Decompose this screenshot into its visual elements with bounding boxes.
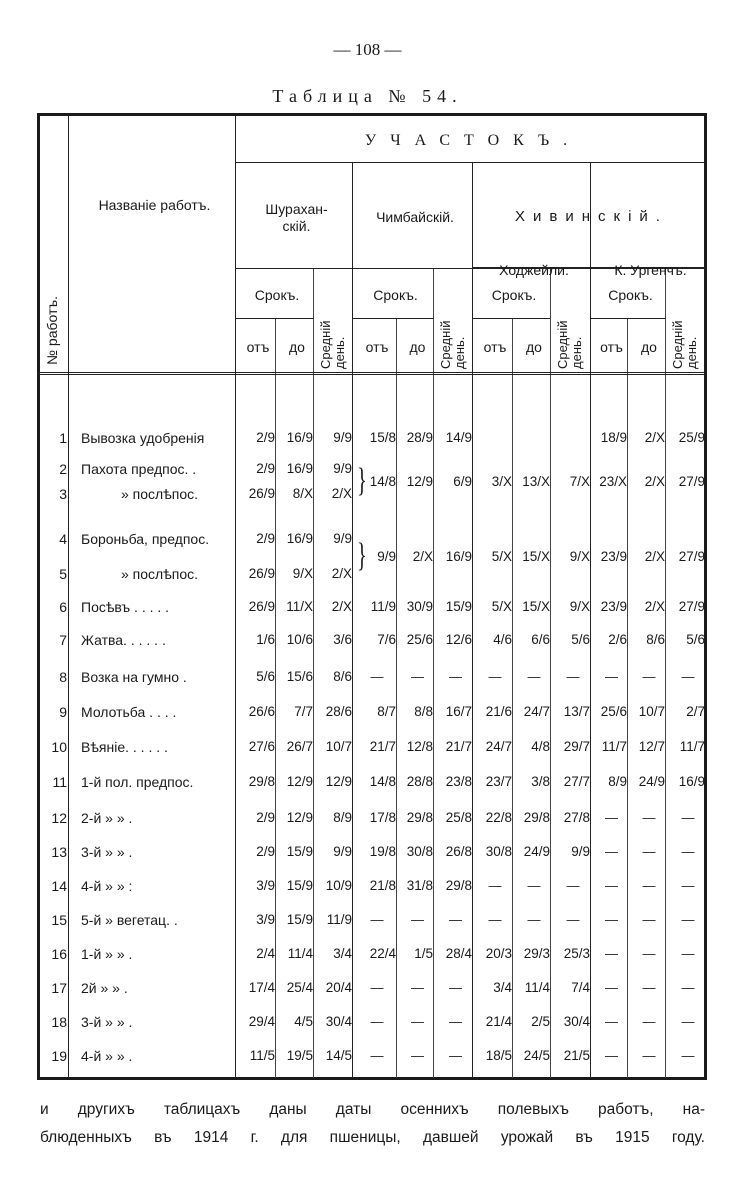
date-shurakhan: 9/9: [333, 531, 352, 546]
header-work-number: № работъ.: [44, 295, 60, 365]
date-shurakhan: 9/9: [333, 461, 352, 476]
date-chimbay: 30/9: [406, 599, 433, 614]
header-ot: отъ: [365, 339, 389, 356]
date-shurakhan: 12/9: [286, 810, 313, 825]
date-k-urgench: 23/9: [600, 548, 627, 564]
data-table: [37, 113, 707, 1080]
date-shurakhan: 2/9: [256, 810, 275, 825]
row-number: 12: [51, 810, 67, 826]
empty-dash: —: [605, 669, 618, 684]
date-khodzheyli: 23/7: [485, 774, 512, 789]
row-name: Пахота предпос. .: [81, 461, 197, 477]
empty-dash: —: [370, 669, 384, 684]
empty-dash: —: [605, 946, 618, 961]
date-chimbay: 9/9: [377, 548, 396, 564]
date-shurakhan: 2/X: [331, 599, 352, 614]
date-shurakhan: 26/6: [248, 704, 275, 719]
date-shurakhan: 9/9: [333, 430, 352, 445]
date-khodzheyli: 30/8: [485, 844, 512, 859]
date-shurakhan: 10/7: [325, 739, 352, 754]
row-name: 4-й » » :: [81, 878, 133, 894]
date-k-urgench: 23/X: [599, 473, 627, 489]
date-shurakhan: 29/4: [248, 1014, 275, 1029]
row-number: 7: [59, 632, 67, 648]
date-chimbay: 25/8: [445, 810, 472, 825]
header-ot: отъ: [600, 339, 623, 356]
row-number: 2: [59, 461, 67, 477]
date-chimbay: 12/9: [406, 473, 433, 489]
date-k-urgench: 8/9: [608, 774, 627, 789]
row-name: Вѣяніе. . . . . .: [81, 739, 168, 755]
date-khodzheyli: 13/7: [563, 704, 590, 719]
date-shurakhan: 11/4: [287, 946, 313, 961]
date-shurakhan: 7/7: [294, 704, 313, 719]
empty-dash: —: [411, 912, 424, 927]
date-khodzheyli: 21/4: [485, 1014, 512, 1029]
date-khodzheyli: 4/8: [531, 739, 550, 754]
date-k-urgench: 12/7: [638, 739, 665, 754]
date-chimbay: 23/8: [445, 774, 472, 789]
row-number: 8: [59, 669, 67, 685]
date-khodzheyli: 29/8: [523, 810, 550, 825]
row-name: Возка на гумно .: [81, 669, 187, 685]
date-chimbay: 21/7: [445, 739, 472, 754]
empty-dash: —: [642, 1048, 656, 1063]
header-srok: Срокъ.: [608, 287, 653, 304]
date-chimbay: 21/8: [369, 878, 396, 893]
date-k-urgench: 23/9: [600, 599, 627, 614]
grid-line: [396, 318, 397, 1078]
date-shurakhan: 16/9: [286, 461, 313, 476]
row-number: 15: [51, 912, 67, 928]
row-name: Молотьба . . . .: [81, 704, 177, 720]
date-k-urgench: 2/7: [686, 704, 705, 719]
empty-dash: —: [642, 946, 656, 961]
date-k-urgench: 8/6: [646, 632, 665, 647]
brace-bracket: }: [357, 461, 367, 499]
date-khodzheyli: 6/6: [531, 632, 550, 647]
empty-dash: —: [605, 844, 618, 859]
empty-dash: —: [566, 912, 580, 927]
date-khodzheyli: 3/X: [491, 473, 512, 489]
header-sredniy-den: Средній день.: [555, 320, 584, 369]
empty-dash: —: [370, 912, 384, 927]
header-do: до: [409, 339, 426, 356]
header-k-urgench: К. Ургенчъ.: [614, 261, 687, 278]
date-shurakhan: 15/9: [286, 844, 313, 859]
date-k-urgench: 2/X: [644, 430, 665, 445]
date-khodzheyli: 2/5: [531, 1014, 550, 1029]
empty-dash: —: [681, 844, 695, 859]
date-k-urgench: 2/6: [608, 632, 627, 647]
date-shurakhan: 5/6: [256, 669, 275, 684]
empty-dash: —: [449, 669, 462, 684]
empty-dash: —: [642, 669, 656, 684]
date-chimbay: 12/8: [406, 739, 433, 754]
empty-dash: —: [642, 810, 656, 825]
date-k-urgench: 2/X: [644, 548, 665, 564]
footer-line-2: блюденныхъ въ 1914 г. для пшеницы, давшей урожай въ 1915 году.: [40, 1129, 705, 1146]
header-shurakhan: Шурахан- скій.: [265, 200, 328, 234]
empty-dash: —: [605, 1048, 618, 1063]
empty-dash: —: [681, 946, 695, 961]
header-uchastok: УЧАСТОКЪ.: [364, 131, 582, 149]
date-khodzheyli: 21/5: [563, 1048, 590, 1063]
date-shurakhan: 28/6: [325, 704, 352, 719]
header-do: до: [641, 339, 657, 356]
date-shurakhan: 2/X: [331, 486, 352, 501]
date-chimbay: 8/7: [377, 704, 396, 719]
row-number: 18: [51, 1014, 67, 1030]
empty-dash: —: [642, 1014, 656, 1029]
date-khodzheyli: 24/5: [523, 1048, 550, 1063]
footer-line-1: и другихъ таблицахъ даны даты осеннихъ полевыхъ работъ, на-: [40, 1101, 705, 1118]
date-chimbay: 16/9: [445, 548, 472, 564]
date-shurakhan: 8/9: [333, 810, 352, 825]
header-ot: отъ: [246, 339, 270, 356]
date-shurakhan: 16/9: [286, 531, 313, 546]
date-khodzheyli: 18/5: [485, 1048, 512, 1063]
date-k-urgench: 25/6: [600, 704, 627, 719]
row-name: 2-й » » .: [81, 810, 133, 826]
row-name: » послѣпос.: [121, 566, 199, 582]
date-shurakhan: 27/6: [248, 739, 275, 754]
date-chimbay: 14/8: [369, 774, 396, 789]
date-shurakhan: 19/5: [286, 1048, 313, 1063]
date-chimbay: 26/8: [445, 844, 472, 859]
header-do: до: [289, 339, 305, 356]
empty-dash: —: [449, 912, 462, 927]
date-k-urgench: 16/9: [678, 774, 705, 789]
date-shurakhan: 2/4: [256, 946, 275, 961]
date-chimbay: 28/9: [406, 430, 433, 445]
table-title: Таблица № 54.: [272, 86, 463, 106]
empty-dash: —: [566, 669, 580, 684]
page-number: — 108 —: [333, 40, 402, 59]
empty-dash: —: [488, 878, 502, 893]
empty-dash: —: [411, 1048, 424, 1063]
grid-line: [68, 113, 69, 1078]
date-chimbay: 8/8: [414, 704, 433, 719]
grid-line: [472, 162, 473, 1078]
date-shurakhan: 2/9: [256, 461, 275, 476]
date-chimbay: 21/7: [369, 739, 396, 754]
row-name: Вывозка удобренія: [81, 430, 205, 446]
empty-dash: —: [411, 669, 424, 684]
row-name: 4-й » » .: [81, 1048, 133, 1064]
date-k-urgench: 11/7: [601, 739, 627, 754]
row-name: 3-й » » .: [81, 844, 133, 860]
row-number: 13: [51, 844, 67, 860]
date-shurakhan: 10/9: [325, 878, 352, 893]
date-khodzheyli: 5/6: [571, 632, 590, 647]
empty-dash: —: [605, 878, 618, 893]
header-chimbay: Чимбайскій.: [376, 209, 454, 226]
date-k-urgench: 27/9: [678, 473, 705, 489]
empty-dash: —: [566, 878, 580, 893]
empty-dash: —: [527, 878, 541, 893]
empty-dash: —: [411, 1014, 424, 1029]
empty-dash: —: [642, 980, 656, 995]
grid-line: [352, 162, 353, 1078]
date-chimbay: 7/6: [377, 632, 396, 647]
date-khodzheyli: 5/X: [491, 548, 512, 564]
row-name: Жатва. . . . . .: [81, 632, 166, 648]
empty-dash: —: [605, 980, 618, 995]
header-sredniy-den: Средній день.: [438, 320, 467, 369]
date-chimbay: 28/4: [445, 946, 472, 961]
grid-line: [627, 318, 628, 1078]
date-shurakhan: 17/4: [248, 980, 275, 995]
date-shurakhan: 16/9: [286, 430, 313, 445]
date-shurakhan: 2/9: [256, 430, 275, 445]
empty-dash: —: [642, 912, 656, 927]
header-srok: Срокъ.: [491, 287, 537, 304]
date-shurakhan: 8/6: [333, 669, 352, 684]
date-chimbay: 22/4: [369, 946, 396, 961]
date-shurakhan: 3/9: [256, 878, 275, 893]
brace-bracket: }: [357, 536, 367, 574]
date-shurakhan: 4/5: [294, 1014, 313, 1029]
date-shurakhan: 26/9: [248, 599, 275, 614]
date-khodzheyli: 9/X: [569, 548, 590, 564]
empty-dash: —: [527, 669, 541, 684]
date-shurakhan: 29/8: [248, 774, 275, 789]
empty-dash: —: [527, 912, 541, 927]
empty-dash: —: [642, 878, 656, 893]
date-shurakhan: 26/9: [248, 486, 275, 501]
row-number: 3: [59, 486, 67, 502]
empty-dash: —: [488, 669, 502, 684]
empty-dash: —: [370, 980, 384, 995]
date-khodzheyli: 21/6: [485, 704, 512, 719]
date-chimbay: 15/8: [369, 430, 396, 445]
date-chimbay: 1/5: [414, 946, 433, 961]
date-chimbay: 15/9: [445, 599, 472, 614]
date-khodzheyli: 27/7: [563, 774, 590, 789]
date-khodzheyli: 29/7: [563, 739, 590, 754]
empty-dash: —: [449, 1014, 462, 1029]
date-shurakhan: 8/X: [292, 486, 313, 501]
empty-dash: —: [370, 1014, 384, 1029]
empty-dash: —: [681, 980, 695, 995]
date-khodzheyli: 22/8: [485, 810, 512, 825]
row-number: 1: [59, 430, 67, 446]
date-shurakhan: 30/4: [325, 1014, 352, 1029]
empty-dash: —: [681, 878, 695, 893]
date-k-urgench: 2/X: [644, 473, 665, 489]
date-chimbay: 12/6: [445, 632, 472, 647]
date-k-urgench: 18/9: [600, 430, 627, 445]
date-khodzheyli: 15/X: [522, 599, 550, 614]
date-khodzheyli: 11/4: [524, 980, 550, 995]
header-srok: Срокъ.: [254, 287, 300, 304]
row-name: Посѣвъ . . . . .: [81, 599, 170, 615]
row-number: 16: [51, 946, 67, 962]
empty-dash: —: [681, 1048, 695, 1063]
date-khodzheyli: 5/X: [491, 599, 512, 614]
empty-dash: —: [370, 1048, 384, 1063]
date-shurakhan: 26/7: [286, 739, 313, 754]
date-shurakhan: 1/6: [256, 632, 275, 647]
date-chimbay: 30/8: [406, 844, 433, 859]
empty-dash: —: [681, 1014, 695, 1029]
date-chimbay: 14/8: [369, 473, 396, 489]
header-name-of-work: Названіе работъ.: [98, 196, 211, 213]
empty-dash: —: [605, 912, 618, 927]
row-number: 11: [52, 774, 67, 790]
row-number: 19: [51, 1048, 67, 1064]
date-chimbay: 16/7: [445, 704, 472, 719]
date-shurakhan: 20/4: [325, 980, 352, 995]
date-k-urgench: 2/X: [644, 599, 665, 614]
header-sredniy-den: Средній день.: [670, 320, 699, 369]
empty-dash: —: [681, 912, 695, 927]
date-chimbay: 29/8: [406, 810, 433, 825]
date-shurakhan: 11/9: [326, 912, 352, 927]
date-khodzheyli: 20/3: [485, 946, 512, 961]
row-name: 3-й » » .: [81, 1014, 133, 1030]
row-name: » послѣпос.: [121, 486, 199, 502]
row-number: 17: [51, 980, 67, 996]
date-khodzheyli: 29/3: [523, 946, 550, 961]
date-shurakhan: 3/6: [333, 632, 352, 647]
row-number: 14: [51, 878, 67, 894]
date-k-urgench: 24/9: [638, 774, 665, 789]
date-chimbay: 25/6: [406, 632, 433, 647]
date-k-urgench: 11/7: [679, 739, 705, 754]
date-shurakhan: 9/X: [292, 566, 313, 581]
row-name: 1-й » » .: [81, 946, 133, 962]
date-chimbay: 6/9: [453, 473, 472, 489]
date-shurakhan: 2/9: [256, 531, 275, 546]
date-shurakhan: 10/6: [286, 632, 313, 647]
date-shurakhan: 2/X: [331, 566, 352, 581]
row-name: 1-й пол. предпос.: [81, 774, 194, 790]
date-khodzheyli: 30/4: [563, 1014, 590, 1029]
empty-dash: —: [488, 912, 502, 927]
date-k-urgench: 10/7: [638, 704, 665, 719]
header-khiva: Хивинскій.: [515, 208, 668, 226]
empty-dash: —: [449, 980, 462, 995]
date-chimbay: 29/8: [445, 878, 472, 893]
date-khodzheyli: 24/7: [485, 739, 512, 754]
date-chimbay: 31/8: [406, 878, 433, 893]
row-number: 4: [59, 531, 67, 547]
header-srok: Срокъ.: [373, 287, 418, 304]
grid-line: [512, 318, 513, 1078]
date-khodzheyli: 9/9: [571, 844, 590, 859]
empty-dash: —: [605, 1014, 618, 1029]
header-do: до: [526, 339, 542, 356]
row-name: 5-й » вегетац. .: [81, 912, 178, 928]
date-khodzheyli: 15/X: [522, 548, 550, 564]
date-khodzheyli: 24/7: [523, 704, 550, 719]
date-shurakhan: 14/5: [325, 1048, 352, 1063]
date-khodzheyli: 9/X: [569, 599, 590, 614]
date-khodzheyli: 13/X: [522, 473, 550, 489]
row-number: 5: [59, 566, 67, 582]
date-k-urgench: 5/6: [686, 632, 705, 647]
date-k-urgench: 25/9: [678, 430, 705, 445]
empty-dash: —: [605, 810, 618, 825]
date-shurakhan: 15/9: [286, 878, 313, 893]
date-shurakhan: 12/9: [286, 774, 313, 789]
date-shurakhan: 26/9: [248, 566, 275, 581]
date-shurakhan: 3/4: [333, 946, 352, 961]
grid-line: [275, 318, 276, 1078]
date-chimbay: 2/X: [412, 548, 433, 564]
row-number: 10: [51, 739, 67, 755]
empty-dash: —: [411, 980, 424, 995]
date-shurakhan: 15/6: [286, 669, 313, 684]
date-shurakhan: 2/9: [256, 844, 275, 859]
empty-dash: —: [642, 844, 656, 859]
date-shurakhan: 12/9: [325, 774, 352, 789]
date-shurakhan: 11/X: [286, 599, 313, 614]
date-khodzheyli: 3/8: [531, 774, 550, 789]
date-k-urgench: 27/9: [678, 548, 705, 564]
empty-dash: —: [681, 810, 695, 825]
date-shurakhan: 3/9: [256, 912, 275, 927]
date-khodzheyli: 4/6: [493, 632, 512, 647]
date-chimbay: 17/8: [369, 810, 396, 825]
date-shurakhan: 15/9: [286, 912, 313, 927]
date-khodzheyli: 27/8: [563, 810, 590, 825]
grid-line: [313, 268, 314, 1078]
date-chimbay: 11/9: [370, 599, 396, 614]
empty-dash: —: [449, 1048, 462, 1063]
date-khodzheyli: 24/9: [523, 844, 550, 859]
header-khodzheyli: Ходжейли.: [499, 261, 569, 278]
header-sredniy-den: Средній день.: [318, 320, 347, 369]
empty-dash: —: [681, 669, 695, 684]
row-number: 9: [59, 704, 67, 720]
row-number: 6: [59, 599, 67, 615]
date-chimbay: 28/8: [406, 774, 433, 789]
date-chimbay: 19/8: [369, 844, 396, 859]
date-khodzheyli: 7/X: [569, 473, 590, 489]
date-shurakhan: 9/9: [333, 844, 352, 859]
date-shurakhan: 25/4: [286, 980, 313, 995]
date-chimbay: 14/9: [445, 430, 472, 445]
date-khodzheyli: 25/3: [563, 946, 590, 961]
date-khodzheyli: 7/4: [571, 980, 590, 995]
row-name: Бороньба, предпос.: [81, 531, 210, 547]
date-shurakhan: 11/5: [249, 1048, 275, 1063]
date-khodzheyli: 3/4: [493, 980, 512, 995]
header-ot: отъ: [483, 339, 507, 356]
date-k-urgench: 27/9: [678, 599, 705, 614]
row-name: 2й » » .: [81, 980, 128, 996]
